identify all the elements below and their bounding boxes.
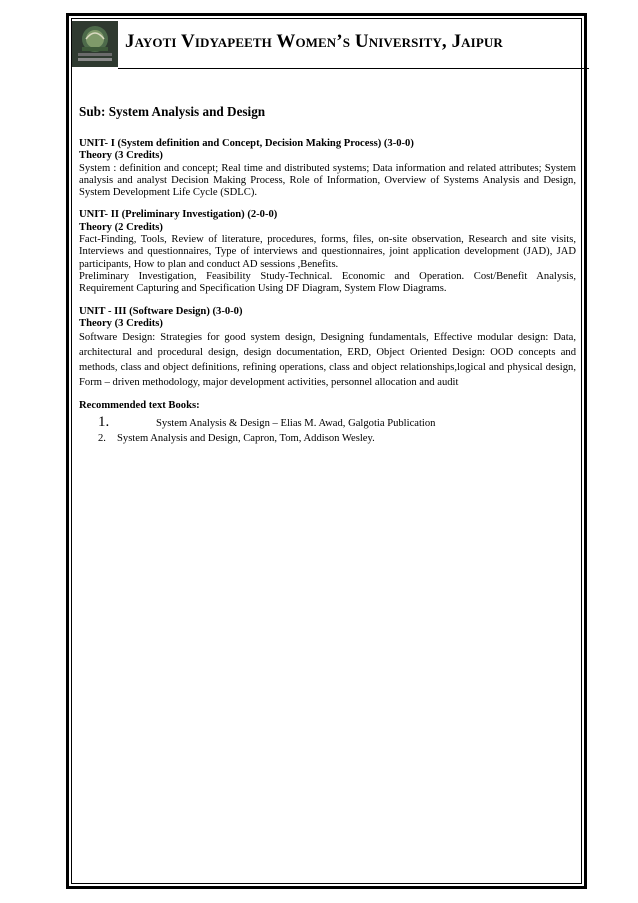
unit-credits: Theory (2 Credits)	[79, 221, 163, 233]
book-number: 1.	[98, 414, 110, 431]
unit-heading: UNIT - III (Software Design) (3-0-0)	[79, 305, 243, 317]
book-item	[79, 433, 576, 445]
page-header	[72, 19, 581, 69]
book-text: System Analysis & Design – Elias M. Awad, Galgotia Publication	[156, 418, 436, 430]
unit-credits: Theory (3 Credits)	[79, 317, 163, 329]
unit-heading: UNIT- I (System definition and Concept, Decision Making Process) (3-0-0)	[79, 138, 414, 149]
unit-paragraph: Software Design: Strategies for good system design, Designing fundamentals, Effective modular design: Data, architectural and procedural design, design documentation, ERD, Object Oriented Design: OOD concepts and methods, class and object definitions, refining operations, class and object relationships,logical and physical design, Form – driven methodology, major development activities, personnel allocation and audit	[79, 332, 576, 389]
book-item	[79, 416, 576, 430]
unit-3	[79, 306, 576, 391]
header-rule	[118, 68, 589, 69]
unit-paragraph: Fact-Finding, Tools, Review of literature, procedures, forms, files, on-site observation, Research and site visits, Interviews and questionnaires, Type of interviews and questionnaires, joint application development (JAD), JAD participants, How to plan and conduct AD sessions ,Benefits.	[79, 234, 576, 270]
unit-heading: UNIT- II (Preliminary Investigation) (2-0-0)	[79, 209, 278, 221]
university-title: Jayoti Vidyapeeth Women’s University, Jaipur	[125, 31, 503, 52]
unit-credits: Theory (3 Credits)	[79, 150, 163, 162]
university-logo-icon	[72, 21, 118, 67]
unit-paragraph: System : definition and concept; Real time and distributed systems; Data information and related attributes; System analysis and analyst Decision Making Process, Role of Information, Overview of Systems Analysis and Design, System Development Life Cycle (SDLC).	[79, 162, 576, 199]
unit-2	[79, 209, 576, 295]
unit-paragraph: Preliminary Investigation, Feasibility Study-Technical. Economic and Operation. Cost/Benefit Analysis, Requirement Capturing and Specification Using DF Diagram, System Flow Diagrams.	[79, 270, 576, 295]
document-body	[79, 104, 576, 445]
books-heading: Recommended text Books:	[79, 400, 200, 412]
book-text: System Analysis and Design, Capron, Tom, Addison Wesley.	[117, 432, 375, 444]
subject-title: Sub: System Analysis and Design	[79, 104, 266, 119]
unit-1	[79, 138, 576, 199]
book-number: 2.	[98, 432, 106, 444]
